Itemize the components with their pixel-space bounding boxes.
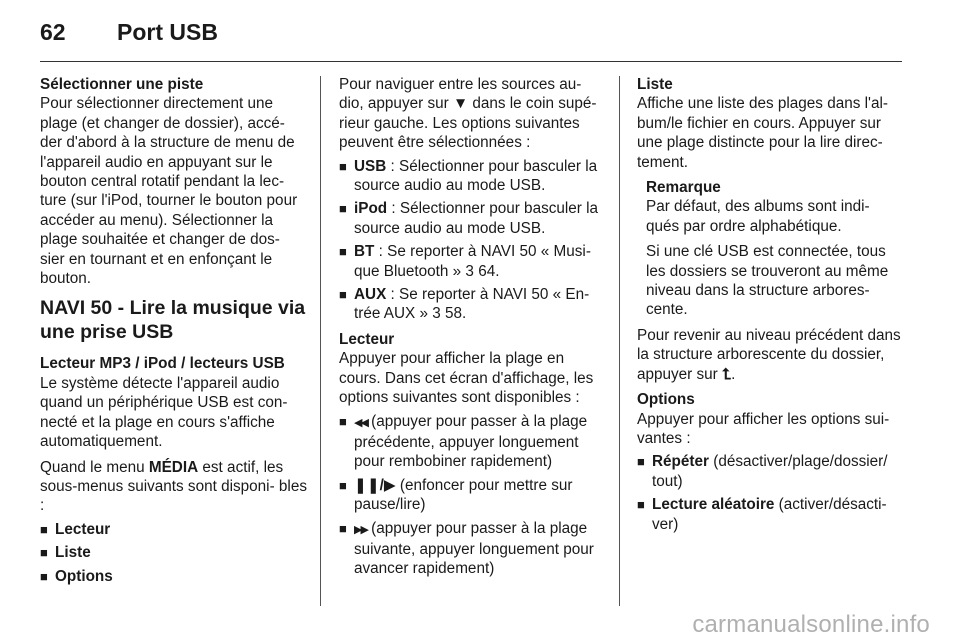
bullet-icon: ■ (339, 413, 347, 429)
column-2 (339, 75, 607, 583)
bullet-icon: ■ (40, 521, 48, 537)
paragraph-liste: Affiche une liste des plages dans l'al- bum/le fichier en cours. Appuyer sur une plage distincte pour la lire direc- tement. (637, 95, 888, 171)
bullet-icon: ■ (40, 568, 48, 584)
column-divider (320, 76, 321, 606)
header-rule (40, 61, 902, 62)
bullet-icon: ■ (339, 201, 347, 217)
bullet-icon: ■ (339, 287, 347, 303)
list-item: ■ ▶▶ (appuyer pour passer à la plage suivante, appuyer longuement pour avancer rapidement) (339, 519, 594, 578)
paragraph-select-track: Pour sélectionner directement une plage (et changer de dossier), accé- der d'abord à la structure de menu de l'appareil audio en appuyant sur le bouton central rotatif pendant la lec- ture (sur l'iPod, tourner le bouton pour accéder au menu). Sélectionner la plage souhaitée et changer de dos- sier en tournant et en enfonçant le bouton. (40, 95, 298, 288)
page-number: 62 (40, 19, 66, 45)
heading-liste: Liste (637, 76, 673, 93)
paragraph-menu: Quand le menu MÉDIA est actif, les sous-menus suivants sont disponi- bles : (40, 458, 307, 515)
column-divider (619, 76, 620, 606)
triangle-down-icon: ▼ (452, 95, 469, 113)
column-1 (40, 75, 308, 590)
list-item: ■ Liste (40, 544, 91, 562)
paragraph-note-1: Par défaut, des albums sont indi- qués par ordre alphabétique. (646, 198, 870, 235)
note-box (637, 178, 905, 320)
section-title: Port USB (117, 19, 218, 45)
heading-navi50-usb: NAVI 50 - Lire la musique via une prise USB (40, 297, 306, 344)
bullet-icon: ■ (339, 244, 347, 260)
list-item: ■ Lecture aléatoire (activer/désacti- ver) (637, 496, 887, 533)
page-reference-icon: 3 (465, 262, 474, 280)
bullet-icon: ■ (339, 158, 347, 174)
list-item: ■ BT : Se reporter à NAVI 50 « Musi- que Bluetooth » 3 64. (339, 243, 591, 280)
fast-forward-icon: ▶▶ (354, 523, 367, 536)
paragraph-options: Appuyer pour afficher les options sui- vantes : (637, 410, 890, 447)
paragraph-note-2: Si une clé USB est connectée, tous les dossiers se trouveront au même niveau dans la structure arbores- cente. (646, 243, 889, 319)
list-item: ■ Lecteur (40, 520, 111, 538)
heading-select-track: Sélectionner une piste (40, 76, 204, 93)
list-item: ■ Options (40, 567, 113, 585)
heading-lecteur: Lecteur (339, 330, 395, 348)
column-3 (637, 75, 905, 538)
bullet-icon: ■ (339, 520, 347, 536)
pause-play-icon: ❚❚/▶ (354, 476, 396, 494)
heading-players: Lecteur MP3 / iPod / lecteurs USB (40, 355, 285, 373)
bullet-icon: ■ (637, 497, 645, 513)
list-item: ■ AUX : Se reporter à NAVI 50 « En- trée AUX » 3 58. (339, 286, 590, 323)
list-item: ■ USB : Sélectionner pour basculer la source audio au mode USB. (339, 157, 598, 195)
paragraph-detect: Le système détecte l'appareil audio quand un périphérique USB est con- necté et la plage en cours s'affiche automatiquement. (40, 374, 288, 451)
list-item: ■ Répéter (désactiver/plage/dossier/ tout) (637, 453, 888, 490)
page-reference-icon: 3 (432, 305, 441, 323)
back-arrow-icon: ⮤ (722, 365, 732, 383)
watermark: carmanualsonline.info (692, 611, 930, 638)
bullet-icon: ■ (637, 454, 645, 470)
list-item: ■ ❚❚/▶ (enfoncer pour mettre sur pause/lire) (339, 476, 573, 514)
bullet-icon: ■ (339, 477, 347, 493)
heading-options: Options (637, 391, 695, 409)
list-item: ■ iPod : Sélectionner pour basculer la source audio au mode USB. (339, 200, 599, 237)
paragraph-navigate-sources: Pour naviguer entre les sources au- dio, appuyer sur ▼ dans le coin supé- rieur gauche. Les options suivantes peuvent être sélectionnées : (339, 76, 597, 152)
list-item: ■ ◀◀ (appuyer pour passer à la plage précédente, appuyer longuement pour rembobiner rapidement) (339, 412, 588, 471)
heading-remarque: Remarque (646, 179, 721, 197)
paragraph-back: Pour revenir au niveau précédent dans la structure arborescente du dossier, appuyer sur ⮤. (637, 326, 901, 383)
bullet-icon: ■ (40, 545, 48, 561)
paragraph-lecteur: Appuyer pour afficher la plage en cours. Dans cet écran d'affichage, les options suivantes sont disponibles : (339, 350, 594, 407)
rewind-icon: ◀◀ (354, 416, 367, 429)
